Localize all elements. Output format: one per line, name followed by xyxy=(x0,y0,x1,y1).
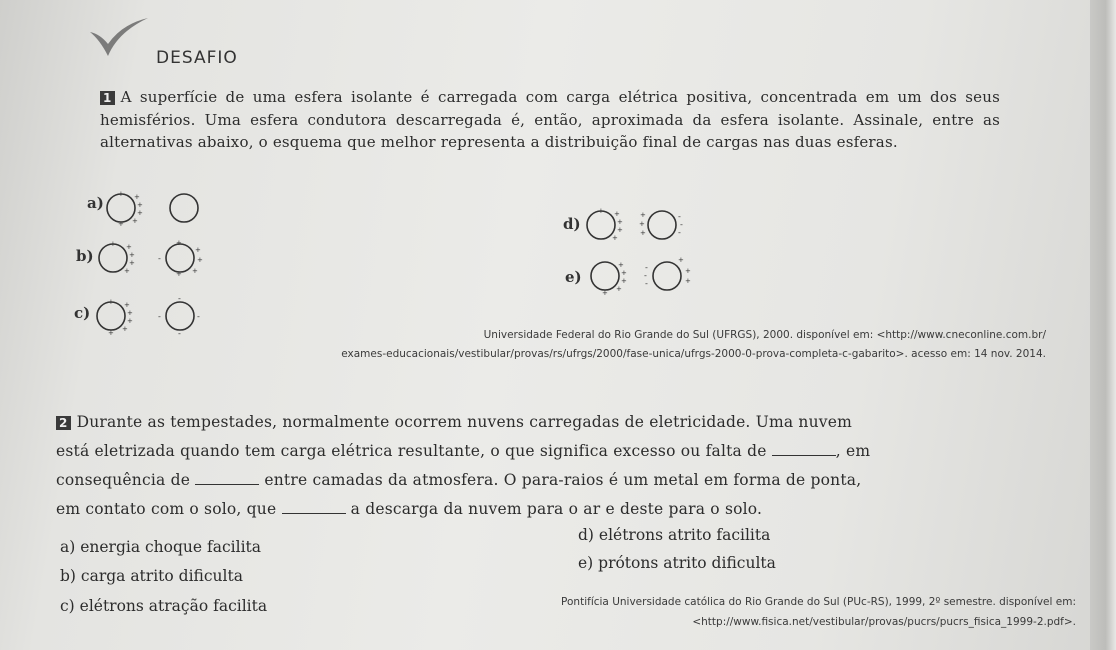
q2-line: Durante as tempestades, normalmente ocorrem nuvens carregadas de eletricidade. Uma nuvem xyxy=(76,413,853,431)
conducting-sphere xyxy=(639,211,683,239)
svg-text:+: + xyxy=(176,240,182,247)
svg-text:+: + xyxy=(617,226,623,234)
isolating-sphere xyxy=(97,298,133,336)
svg-text:+: + xyxy=(129,251,135,259)
question-1-source xyxy=(300,326,1046,364)
isolating-sphere xyxy=(591,261,627,297)
svg-text:+: + xyxy=(132,217,138,225)
svg-text:+: + xyxy=(192,267,198,275)
svg-text:+: + xyxy=(134,193,140,201)
svg-text:+: + xyxy=(110,240,116,248)
option-e-diagram xyxy=(588,255,698,297)
q2-line: está eletrizada quando tem carga elétrica resultante, o que significa excesso ou falta de xyxy=(56,442,767,460)
svg-text:-: - xyxy=(678,212,681,221)
q2-line: em contato com o solo, que xyxy=(56,500,277,518)
alternative-a: a) energia choque facilita xyxy=(60,538,262,556)
svg-text:+: + xyxy=(124,267,130,275)
option-e-label: e) xyxy=(565,268,582,286)
fill-blank-2 xyxy=(195,470,259,485)
svg-text:-: - xyxy=(645,279,648,288)
page-edge xyxy=(1090,0,1116,650)
q2-line: entre camadas da atmosfera. O para-raios é um metal em forma de ponta, xyxy=(264,471,862,489)
question-1-statement: A superfície de uma esfera isolante é carregada com carga elétrica positiva, concentrada em um dos seus hemisférios. Uma esfera condutora descarregada é, então, aproximada da esfera isolante. Assinale, entre as alternativas abaixo, o esquema que melhor representa a distribuição final de cargas nas duas esferas. xyxy=(100,88,1000,151)
option-c-diagram xyxy=(94,296,214,336)
svg-text:+: + xyxy=(612,234,618,242)
question-1-text xyxy=(100,86,1000,154)
svg-text:-: - xyxy=(680,220,683,229)
svg-text:+: + xyxy=(118,190,124,198)
alternative-d: d) elétrons atrito facilita xyxy=(578,526,771,544)
source-line: Universidade Federal do Rio Grande do Sul (UFRGS), 2000. disponível em: <http://www.cneconline.com.br/ xyxy=(483,329,1046,341)
conducting-sphere xyxy=(158,240,203,276)
option-b-label: b) xyxy=(76,247,94,265)
svg-text:-: - xyxy=(158,312,161,321)
conducting-sphere xyxy=(644,256,691,290)
svg-text:+: + xyxy=(617,218,623,226)
svg-text:+: + xyxy=(108,298,114,306)
svg-text:+: + xyxy=(685,277,691,285)
isolating-sphere xyxy=(99,240,135,275)
source-line: Pontifícia Universidade católica do Rio Grande do Sul (PUc-RS), 1999, 2º semestre. disponível em: xyxy=(561,596,1076,608)
question-2-source xyxy=(480,592,1076,632)
option-a-label: a) xyxy=(87,194,104,212)
section-title: DESAFIO xyxy=(156,48,238,68)
option-d-label: d) xyxy=(563,215,581,233)
svg-text:+: + xyxy=(176,270,182,276)
option-c-label: c) xyxy=(74,304,91,322)
svg-text:+: + xyxy=(137,201,143,209)
q2-line: consequência de xyxy=(56,471,191,489)
svg-text:+: + xyxy=(122,325,128,333)
svg-text:+: + xyxy=(124,301,130,309)
svg-text:+: + xyxy=(621,269,627,277)
svg-text:+: + xyxy=(616,285,622,293)
option-d-diagram xyxy=(584,205,694,245)
svg-text:+: + xyxy=(137,209,143,217)
option-b-diagram xyxy=(96,240,216,276)
q2-line: a descarga da nuvem para o ar e deste para o solo. xyxy=(350,500,763,518)
svg-text:-: - xyxy=(644,271,647,280)
svg-text:+: + xyxy=(598,207,604,215)
alternative-e: e) prótons atrito dificulta xyxy=(578,554,776,572)
svg-text:-: - xyxy=(678,228,681,237)
question-number-badge: 2 xyxy=(56,416,71,430)
svg-text:+: + xyxy=(118,220,124,226)
fill-blank-1 xyxy=(772,441,836,456)
svg-text:+: + xyxy=(127,317,133,325)
svg-text:+: + xyxy=(640,211,646,219)
svg-text:-: - xyxy=(178,296,181,303)
svg-text:+: + xyxy=(640,229,646,237)
checkmark-icon xyxy=(88,14,152,58)
svg-text:-: - xyxy=(178,329,181,336)
svg-text:-: - xyxy=(645,263,648,272)
svg-text:+: + xyxy=(195,246,201,254)
svg-text:+: + xyxy=(127,309,133,317)
q2-line: , em xyxy=(835,442,871,460)
svg-text:+: + xyxy=(685,267,691,275)
svg-text:+: + xyxy=(678,256,684,264)
fill-blank-3 xyxy=(282,499,346,514)
svg-text:+: + xyxy=(126,243,132,251)
svg-text:+: + xyxy=(129,259,135,267)
svg-text:+: + xyxy=(639,220,645,228)
svg-text:-: - xyxy=(197,312,200,321)
svg-text:+: + xyxy=(602,289,608,297)
svg-text:+: + xyxy=(621,277,627,285)
svg-text:+: + xyxy=(614,210,620,218)
isolating-sphere xyxy=(107,190,143,226)
conducting-sphere xyxy=(170,194,198,222)
svg-text:-: - xyxy=(158,254,161,263)
source-line: exames-educacionais/vestibular/provas/rs/ufrgs/2000/fase-unica/ufrgs-2000-0-prova-completa-c-gabarito>. acesso em: 14 nov. 2014. xyxy=(341,348,1046,360)
source-line: <http://www.fisica.net/vestibular/provas/pucrs/pucrs_fisica_1999-2.pdf>. xyxy=(692,616,1076,628)
svg-text:+: + xyxy=(108,329,114,336)
alternative-c: c) elétrons atração facilita xyxy=(60,597,268,615)
conducting-sphere xyxy=(158,296,200,336)
option-a-diagram xyxy=(104,190,214,226)
svg-text:+: + xyxy=(618,261,624,269)
question-number-badge: 1 xyxy=(100,91,115,105)
alternative-b: b) carga atrito dificulta xyxy=(60,567,243,585)
svg-text:+: + xyxy=(197,256,203,264)
isolating-sphere xyxy=(587,207,623,242)
question-2-text xyxy=(56,408,1051,524)
